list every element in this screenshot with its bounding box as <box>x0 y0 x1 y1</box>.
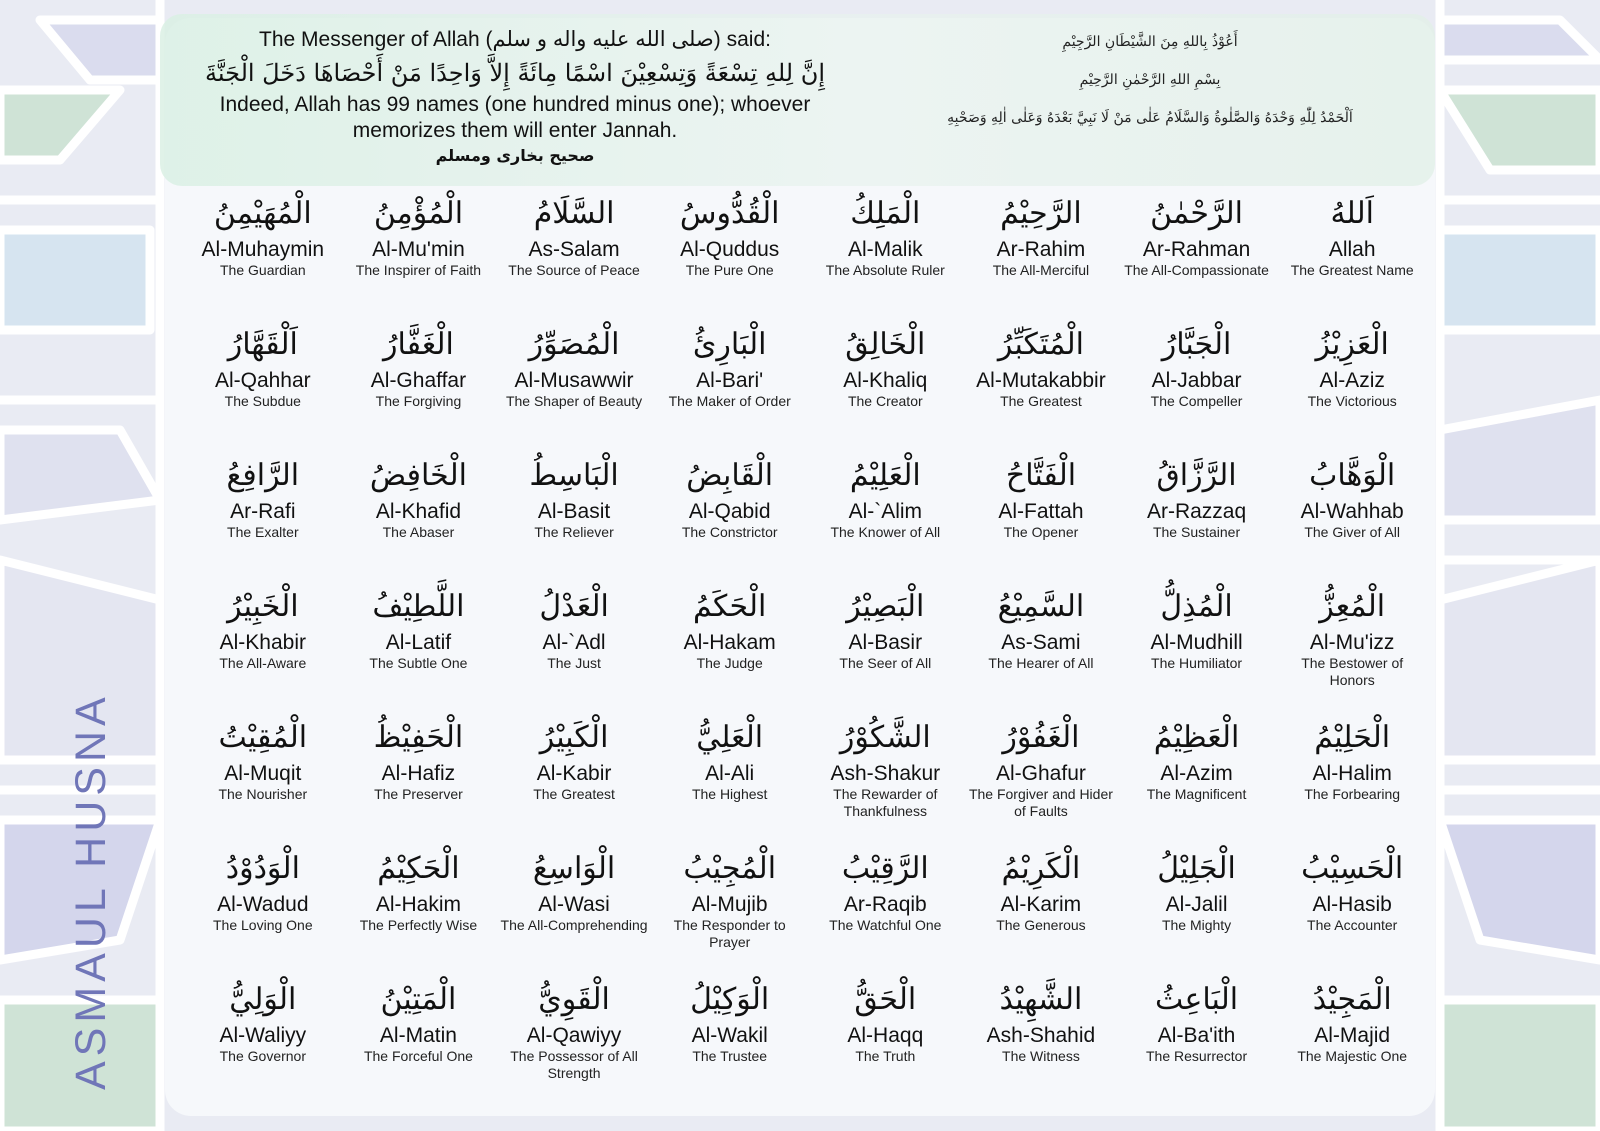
name-card <box>496 716 652 847</box>
name-arabic: الْحَسِيْبُ <box>1301 851 1404 886</box>
name-transliteration: Ar-Raqib <box>843 893 927 916</box>
name-transliteration: Ar-Rahman <box>1142 238 1251 261</box>
name-transliteration: Al-Mutakabbir <box>976 369 1106 392</box>
name-arabic: الْحَكَمُ <box>693 589 767 624</box>
name-meaning: The Judge <box>696 655 763 671</box>
name-meaning: The Resurrector <box>1145 1048 1248 1064</box>
name-arabic: الْحَكِيْمُ <box>377 851 460 886</box>
name-card <box>808 847 964 978</box>
name-card <box>963 978 1119 1109</box>
name-arabic: الْعَلِيْمُ <box>849 458 921 493</box>
name-card <box>1274 192 1430 323</box>
name-card <box>496 454 652 585</box>
name-meaning: The Rewarder of Thankfulness <box>833 786 938 819</box>
name-card <box>808 192 964 323</box>
name-meaning: The All-Compassionate <box>1124 262 1269 278</box>
name-meaning: The Knower of All <box>830 524 941 540</box>
name-transliteration: Al-Qabid <box>688 500 771 523</box>
name-card <box>496 585 652 716</box>
name-arabic: الْغَفَّارُ <box>383 327 454 362</box>
name-arabic: اللَّطِيْفُ <box>372 589 465 624</box>
name-meaning: The Abaser <box>382 524 455 540</box>
name-arabic: الْوَكِيْلُ <box>690 982 770 1017</box>
name-transliteration: Al-Hakam <box>683 631 776 654</box>
name-arabic: السَّلَامُ <box>533 196 615 231</box>
name-transliteration: Al-Mu'min <box>372 238 465 261</box>
name-transliteration: Al-`Alim <box>848 500 923 523</box>
name-arabic: الْوَدُوْدُ <box>225 851 300 886</box>
name-meaning: The Greatest Name <box>1290 262 1414 278</box>
name-card <box>496 323 652 454</box>
name-transliteration: Al-Jabbar <box>1151 369 1242 392</box>
name-transliteration: Al-Aziz <box>1319 369 1385 392</box>
name-arabic: الْجَلِيْلُ <box>1157 851 1236 886</box>
name-arabic: الْجَبَّارُ <box>1161 327 1232 362</box>
name-arabic: الشَّهِيْدُ <box>999 982 1083 1017</box>
name-meaning: The Responder to Prayer <box>673 917 786 950</box>
name-card <box>1274 585 1430 716</box>
name-meaning: The Watchful One <box>829 917 942 933</box>
name-arabic: الْمُهَيْمِنُ <box>213 196 312 231</box>
name-arabic: الْخَافِضُ <box>369 458 467 493</box>
name-transliteration: Al-Malik <box>847 238 923 261</box>
name-transliteration: Al-Muqit <box>224 762 302 785</box>
name-meaning: The Forgiver and Hider of Faults <box>968 786 1113 819</box>
name-meaning: The Nourisher <box>218 786 308 802</box>
hadith-english: Indeed, Allah has 99 names (one hundred minus one); whoever memorizes them will enter Jannah. <box>219 93 811 142</box>
name-card <box>1274 323 1430 454</box>
name-arabic: السَّمِيْعُ <box>997 589 1085 624</box>
name-transliteration: Al-Basit <box>537 500 611 523</box>
name-arabic: الْحَفِيْظُ <box>373 720 464 755</box>
name-card <box>963 716 1119 847</box>
name-meaning: The Magnificent <box>1146 786 1247 802</box>
name-card <box>1274 847 1430 978</box>
names-grid <box>185 192 1430 1109</box>
name-transliteration: As-Sami <box>1001 631 1081 654</box>
name-meaning: The Highest <box>691 786 768 802</box>
name-transliteration: Al-`Adl <box>542 631 606 654</box>
name-arabic: الرَّقِيْبُ <box>841 851 929 886</box>
basmala: بِسْمِ اللهِ الرَّحْمٰنِ الرَّحِيْمِ <box>1079 72 1221 88</box>
name-arabic: الْقُدُّوسُ <box>679 196 780 231</box>
name-card <box>963 454 1119 585</box>
name-meaning: The Majestic One <box>1297 1048 1408 1064</box>
name-meaning: The Forceful One <box>363 1048 473 1064</box>
name-meaning: The Witness <box>1002 1048 1080 1064</box>
name-meaning: The Shaper of Beauty <box>505 393 643 409</box>
name-meaning: The Inspirer of Faith <box>355 262 482 278</box>
name-meaning: The Loving One <box>213 917 313 933</box>
name-meaning: The Greatest <box>533 786 615 802</box>
name-meaning: The Giver of All <box>1304 524 1401 540</box>
name-transliteration: Ash-Shahid <box>986 1024 1096 1047</box>
name-card <box>185 192 341 323</box>
name-meaning: The Creator <box>847 393 923 409</box>
name-arabic: الْبَصِيْرُ <box>846 589 925 624</box>
name-arabic: الْكَبِيْرُ <box>539 720 609 755</box>
name-meaning: The Subtle One <box>369 655 468 671</box>
name-card <box>341 978 497 1109</box>
name-meaning: The Seer of All <box>839 655 932 671</box>
name-arabic: الرَّزَّاقُ <box>1156 458 1237 493</box>
name-arabic: الْمَجِيْدُ <box>1312 982 1392 1017</box>
name-transliteration: Al-Latif <box>385 631 452 654</box>
name-meaning: The Exalter <box>227 524 299 540</box>
name-card <box>652 192 808 323</box>
name-meaning: The Reliever <box>534 524 614 540</box>
name-arabic: الْحَقُّ <box>854 982 917 1017</box>
name-arabic: الْفَتَّاحُ <box>1005 458 1077 493</box>
name-transliteration: Al-Quddus <box>680 238 780 261</box>
name-arabic: الْحَلِيْمُ <box>1314 720 1391 755</box>
name-card <box>652 585 808 716</box>
name-arabic: الْقَوِيُّ <box>538 982 610 1017</box>
name-arabic: الرَّحْمٰنُ <box>1150 196 1243 231</box>
name-arabic: الْمَلِكُ <box>850 196 921 231</box>
name-card <box>341 323 497 454</box>
name-transliteration: Al-Halim <box>1312 762 1392 785</box>
name-transliteration: Al-Musawwir <box>514 369 634 392</box>
name-arabic: الْخَبِيْرُ <box>227 589 299 624</box>
name-meaning: The Just <box>547 655 601 671</box>
name-card <box>963 847 1119 978</box>
name-transliteration: Al-Waliyy <box>219 1024 307 1047</box>
name-arabic: الْمُجِيْبُ <box>683 851 777 886</box>
name-card <box>808 716 964 847</box>
name-meaning: The Constrictor <box>681 524 778 540</box>
name-transliteration: Al-Mujib <box>691 893 768 916</box>
name-meaning: The Generous <box>996 917 1086 933</box>
name-meaning: The Accounter <box>1307 917 1398 933</box>
name-card <box>1119 978 1275 1109</box>
name-card <box>185 454 341 585</box>
name-arabic: الْعَزِيْزُ <box>1315 327 1389 362</box>
name-transliteration: Al-Ba'ith <box>1157 1024 1236 1047</box>
name-transliteration: Al-Wasi <box>538 893 610 916</box>
name-transliteration: Al-Khafid <box>375 500 462 523</box>
name-card <box>963 192 1119 323</box>
taawudh: أَعُوْذُ بِاللهِ مِنَ الشَّيْطَانِ الرَّجِيْمِ <box>1062 34 1238 50</box>
name-card <box>652 323 808 454</box>
name-meaning: The Hearer of All <box>988 655 1094 671</box>
name-arabic: الْعَظِيْمُ <box>1153 720 1240 755</box>
hadith-intro: The Messenger of Allah (صلى الله عليه واله و سلم) said: <box>259 28 771 51</box>
name-meaning: The Victorious <box>1307 393 1397 409</box>
name-card <box>1119 847 1275 978</box>
name-arabic: اَلْقَهَّارُ <box>227 327 298 362</box>
name-arabic: الْكَرِيْمُ <box>1001 851 1081 886</box>
name-card <box>652 978 808 1109</box>
name-transliteration: Al-Majid <box>1314 1024 1391 1047</box>
name-arabic: الْعَدْلُ <box>539 589 609 624</box>
name-meaning: The Sustainer <box>1152 524 1241 540</box>
name-arabic: الْمُقِيْتُ <box>218 720 308 755</box>
name-card <box>652 716 808 847</box>
name-card <box>963 585 1119 716</box>
name-arabic: الْمُعِزُّ <box>1319 589 1386 624</box>
name-arabic: الرَّافِعُ <box>226 458 300 493</box>
name-meaning: The Pure One <box>685 262 774 278</box>
name-card <box>808 454 964 585</box>
name-card <box>1119 323 1275 454</box>
name-transliteration: Al-Wadud <box>217 893 309 916</box>
name-transliteration: As-Salam <box>528 238 620 261</box>
name-card <box>652 454 808 585</box>
name-card <box>963 323 1119 454</box>
name-card <box>185 323 341 454</box>
name-meaning: The Guardian <box>220 262 306 278</box>
name-arabic: الْمُصَوِّرُ <box>528 327 620 362</box>
name-card <box>496 978 652 1109</box>
name-meaning: The All-Comprehending <box>500 917 648 933</box>
name-transliteration: Ash-Shakur <box>830 762 941 785</box>
name-card <box>808 323 964 454</box>
name-card <box>496 192 652 323</box>
name-meaning: The All-Aware <box>219 655 307 671</box>
name-transliteration: Al-Jalil <box>1165 893 1228 916</box>
name-card <box>185 847 341 978</box>
name-arabic: الْمُؤْمِنُ <box>373 196 464 231</box>
name-transliteration: Al-Bari' <box>696 369 764 392</box>
name-meaning: The Maker of Order <box>668 393 791 409</box>
name-arabic: الْبَاعِثُ <box>1155 982 1239 1017</box>
name-meaning: The Preserver <box>374 786 463 802</box>
name-transliteration: Al-Qahhar <box>214 369 311 392</box>
name-card <box>185 978 341 1109</box>
name-transliteration: Ar-Rafi <box>230 500 296 523</box>
name-transliteration: Al-Hasib <box>1312 893 1392 916</box>
name-arabic: الْغَفُوْرُ <box>1002 720 1080 755</box>
name-meaning: The All-Merciful <box>992 262 1090 278</box>
name-transliteration: Allah <box>1328 238 1376 261</box>
name-arabic: الْمُذِلُّ <box>1160 589 1233 624</box>
name-arabic: الْخَالِقُ <box>845 327 926 362</box>
name-transliteration: Al-Kabir <box>536 762 612 785</box>
name-transliteration: Ar-Razzaq <box>1146 500 1247 523</box>
name-arabic: الْبَارِئُ <box>692 327 767 362</box>
name-card <box>1119 192 1275 323</box>
name-meaning: The Subdue <box>224 393 301 409</box>
name-arabic: اَللهُ <box>1330 196 1374 231</box>
name-transliteration: Al-Wakil <box>691 1024 768 1047</box>
name-meaning: The Greatest <box>1000 393 1082 409</box>
name-arabic: الْمُتَكَبِّرُ <box>997 327 1084 362</box>
name-card <box>496 847 652 978</box>
name-meaning: The Humiliator <box>1151 655 1243 671</box>
name-card <box>1274 978 1430 1109</box>
name-transliteration: Al-Hafiz <box>381 762 456 785</box>
name-meaning: The Mighty <box>1161 917 1232 933</box>
name-card <box>1119 585 1275 716</box>
name-meaning: The Compeller <box>1150 393 1243 409</box>
name-meaning: The Truth <box>855 1048 916 1064</box>
name-transliteration: Al-Matin <box>379 1024 457 1047</box>
name-transliteration: Al-Hakim <box>375 893 462 916</box>
name-arabic: الْقَابِضُ <box>686 458 774 493</box>
name-arabic: الشَّكُوْرُ <box>839 720 931 755</box>
name-meaning: The Possessor of All Strength <box>510 1048 638 1081</box>
name-card <box>341 454 497 585</box>
name-arabic: الْوَلِيُّ <box>229 982 297 1017</box>
name-transliteration: Al-Khaliq <box>843 369 928 392</box>
name-transliteration: Al-Ali <box>705 762 755 785</box>
name-meaning: The Forbearing <box>1304 786 1401 802</box>
name-transliteration: Al-Basir <box>848 631 923 654</box>
name-card <box>1274 454 1430 585</box>
name-meaning: The Forgiving <box>375 393 462 409</box>
name-meaning: The Opener <box>1003 524 1079 540</box>
name-card <box>341 192 497 323</box>
name-card <box>341 716 497 847</box>
opening-invocations <box>930 34 1370 148</box>
name-card <box>341 585 497 716</box>
name-arabic: الرَّحِيْمُ <box>1000 196 1082 231</box>
name-transliteration: Al-Khabir <box>219 631 306 654</box>
name-transliteration: Al-Mudhill <box>1150 631 1243 654</box>
name-card <box>1274 716 1430 847</box>
name-card <box>341 847 497 978</box>
name-transliteration: Ar-Rahim <box>996 238 1086 261</box>
name-arabic: الْبَاسِطُ <box>529 458 619 493</box>
name-card <box>185 585 341 716</box>
name-meaning: The Absolute Ruler <box>825 262 945 278</box>
hadith-source: صحيح بخارى ومسلم <box>435 146 595 165</box>
name-transliteration: Al-Ghaffar <box>370 369 467 392</box>
name-card <box>1119 716 1275 847</box>
name-transliteration: Al-Mu'izz <box>1309 631 1395 654</box>
name-meaning: The Trustee <box>692 1048 768 1064</box>
name-arabic: الْوَاسِعُ <box>532 851 616 886</box>
hamd: اَلْحَمْدُ لِلّٰهِ وَحْدَهُ وَالصَّلٰوةُ وَالسَّلَامُ عَلٰى مَنْ لَا نَبِيَّ بَعْدَهُ وَعَلٰى اٰلِهِ وَصَحْبِهِ <box>947 110 1353 126</box>
name-card <box>1119 454 1275 585</box>
name-arabic: الْعَلِيُّ <box>696 720 764 755</box>
name-transliteration: Al-Karim <box>1000 893 1082 916</box>
name-transliteration: Al-Muhaymin <box>201 238 325 261</box>
hadith-block <box>190 26 840 165</box>
name-arabic: الْمَتِيْنُ <box>380 982 457 1017</box>
name-card <box>808 585 964 716</box>
name-transliteration: Al-Haqq <box>847 1024 924 1047</box>
name-card <box>808 978 964 1109</box>
name-arabic: الْوَهَّابُ <box>1309 458 1396 493</box>
name-transliteration: Al-Ghafur <box>996 762 1086 785</box>
name-transliteration: Al-Qawiyy <box>526 1024 622 1047</box>
hadith-arabic: إِنَّ لِلهِ تِسْعَةً وَتِسْعِيْنَ اسْمًا مِائَةً إِلاَّ وَاحِدًا مَنْ أَحْصَاهَا دَخَلَ الْجَنَّةَ <box>204 59 826 87</box>
name-transliteration: Al-Azim <box>1160 762 1233 785</box>
name-card <box>185 716 341 847</box>
name-meaning: The Governor <box>219 1048 306 1064</box>
name-meaning: The Bestower of Honors <box>1301 655 1404 688</box>
name-card <box>652 847 808 978</box>
name-meaning: The Perfectly Wise <box>359 917 478 933</box>
name-transliteration: Al-Fattah <box>998 500 1084 523</box>
name-meaning: The Source of Peace <box>508 262 640 278</box>
page-title: ASMAUL HUSNA <box>67 692 115 1090</box>
name-transliteration: Al-Wahhab <box>1300 500 1404 523</box>
